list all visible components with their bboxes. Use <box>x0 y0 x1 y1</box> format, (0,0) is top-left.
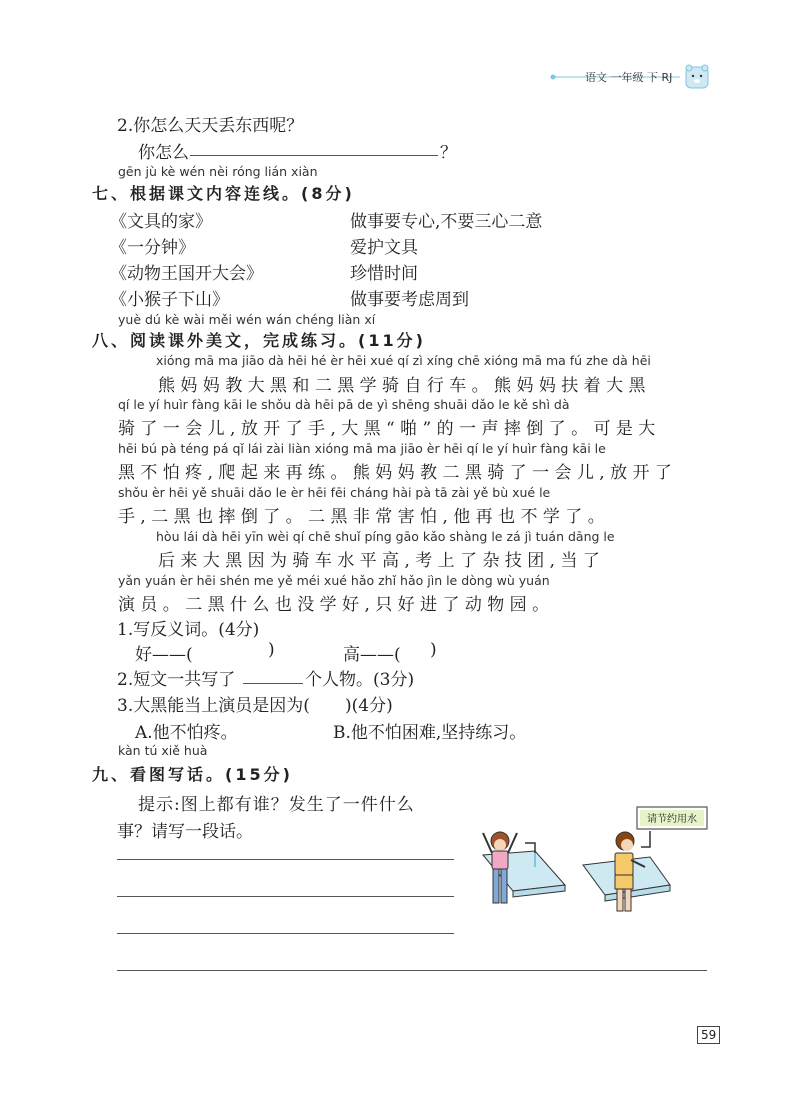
question-8-1-label: 1.写反义词。(4分) <box>117 620 260 640</box>
antonym-good-label: 好——( <box>135 645 193 665</box>
passage-line-5: 后 来 大 黑 因 为 骑 车 水 平 高 , 考 上 了 杂 技 团 , 当 了 <box>158 551 600 571</box>
header-label: 语文 一年级 下 RJ <box>585 71 673 84</box>
section-7-pinyin: gēn jù kè wén nèi róng lián xiàn <box>118 164 318 179</box>
hint-line-2: 事？请写一段话。 <box>117 822 253 842</box>
passage-pinyin-6: yǎn yuán èr hēi shén me yě méi xué hǎo zhǐ hǎo jìn le dòng wù yuán <box>118 573 550 588</box>
passage-pinyin-1: xióng mā ma jiāo dà hēi hé èr hēi xué qí zì xíng chē xióng mā ma fú zhe dà hēi <box>156 353 651 368</box>
antonym-high-label: 高——( <box>343 645 401 665</box>
section-8-title: 八、阅读课外美文，完成练习。(11分) <box>92 331 426 350</box>
passage-line-1: 熊 妈 妈 教 大 黑 和 二 黑 学 骑 自 行 车 。 熊 妈 妈 扶 着 大 黑 <box>158 376 646 396</box>
writing-line-2[interactable] <box>117 896 454 897</box>
antonym-high-close: ) <box>430 640 437 660</box>
passage-line-4: 手 , 二 黑 也 摔 倒 了 。 二 黑 非 常 害 怕 , 他 再 也 不 学 了 。 <box>118 507 605 527</box>
match-right-2[interactable]: 爱护文具 <box>350 238 418 258</box>
option-a[interactable]: A.他不怕疼。 <box>135 723 238 743</box>
question-2: 2.你怎么天天丢东西呢？ <box>117 116 304 136</box>
bear-mascot-icon <box>683 62 711 90</box>
match-left-2[interactable]: 《一分钟》 <box>110 238 195 258</box>
passage-line-6: 演 员 。 二 黑 什 么 也 没 学 好 , 只 好 进 了 动 物 园 。 <box>118 595 550 615</box>
question-8-2-suffix: 个人物。(3分) <box>305 670 415 690</box>
match-left-1[interactable]: 《文具的家》 <box>110 212 212 232</box>
question-8-3-end: )(4分) <box>345 696 393 716</box>
question-8-2-prefix: 2.短文一共写了 <box>117 670 236 690</box>
passage-pinyin-2: qí le yí huìr fàng kāi le shǒu dà hēi pā de yì shēng shuāi dǎo le kě shì dà <box>118 397 570 412</box>
writing-line-3[interactable] <box>117 933 454 934</box>
passage-line-2: 骑 了 一 会 儿 , 放 开 了 手 , 大 黑 “ 啪 ” 的 一 声 摔 倒 了 。 可 是 大 <box>118 419 656 439</box>
question-2-prefix: 你怎么 <box>138 143 189 163</box>
antonym-good-close: ) <box>268 640 275 660</box>
water-saving-illustration <box>465 805 715 920</box>
writing-line-1[interactable] <box>117 859 454 860</box>
antonym-high-blank[interactable] <box>418 640 468 660</box>
question-8-3-blank[interactable] <box>320 691 345 711</box>
character-count-blank[interactable] <box>243 683 303 684</box>
option-b[interactable]: B.他不怕困难,坚持练习。 <box>333 723 527 743</box>
antonym-good-blank[interactable] <box>210 640 260 660</box>
question-2-suffix: ？ <box>440 143 457 163</box>
passage-pinyin-3: hēi bú pà téng pá qǐ lái zài liàn xióng mā ma jiāo èr hēi qí le yí huìr fàng kāi le <box>118 441 606 456</box>
passage-pinyin-4: shǒu èr hēi yě shuāi dǎo le èr hēi fēi cháng hài pà tā zài yě bù xué le <box>118 485 551 500</box>
section-9-pinyin: kàn tú xiě huà <box>118 743 208 758</box>
passage-pinyin-5: hòu lái dà hēi yīn wèi qí chē shuǐ píng gāo kǎo shàng le zá jì tuán dāng le <box>156 529 615 544</box>
passage-line-3: 黑 不 怕 疼 , 爬 起 来 再 练 。 熊 妈 妈 教 二 黑 骑 了 一 会 儿 , 放 开 了 <box>118 463 672 483</box>
page-number: 59 <box>697 1026 720 1044</box>
answer-blank-line[interactable] <box>190 155 438 156</box>
hint-line-1: 提示:图上都有谁？发生了一件什么 <box>138 795 415 815</box>
match-left-4[interactable]: 《小猴子下山》 <box>110 290 229 310</box>
section-8-pinyin: yuè dú kè wài měi wén wán chéng liàn xí <box>118 312 376 327</box>
match-right-1[interactable]: 做事要专心,不要三心二意 <box>350 212 543 232</box>
writing-line-4[interactable] <box>117 970 707 971</box>
sign-text: 请节约用水 <box>647 814 697 825</box>
section-9-title: 九、看图写话。(15分) <box>92 765 293 784</box>
match-left-3[interactable]: 《动物王国开大会》 <box>110 264 263 284</box>
section-7-title: 七、根据课文内容连线。(8分) <box>92 184 355 203</box>
match-right-4[interactable]: 做事要考虑周到 <box>350 290 469 310</box>
header-bar <box>545 62 755 92</box>
match-right-3[interactable]: 珍惜时间 <box>350 264 418 284</box>
question-8-3-label: 3.大黑能当上演员是因为( <box>117 696 310 716</box>
